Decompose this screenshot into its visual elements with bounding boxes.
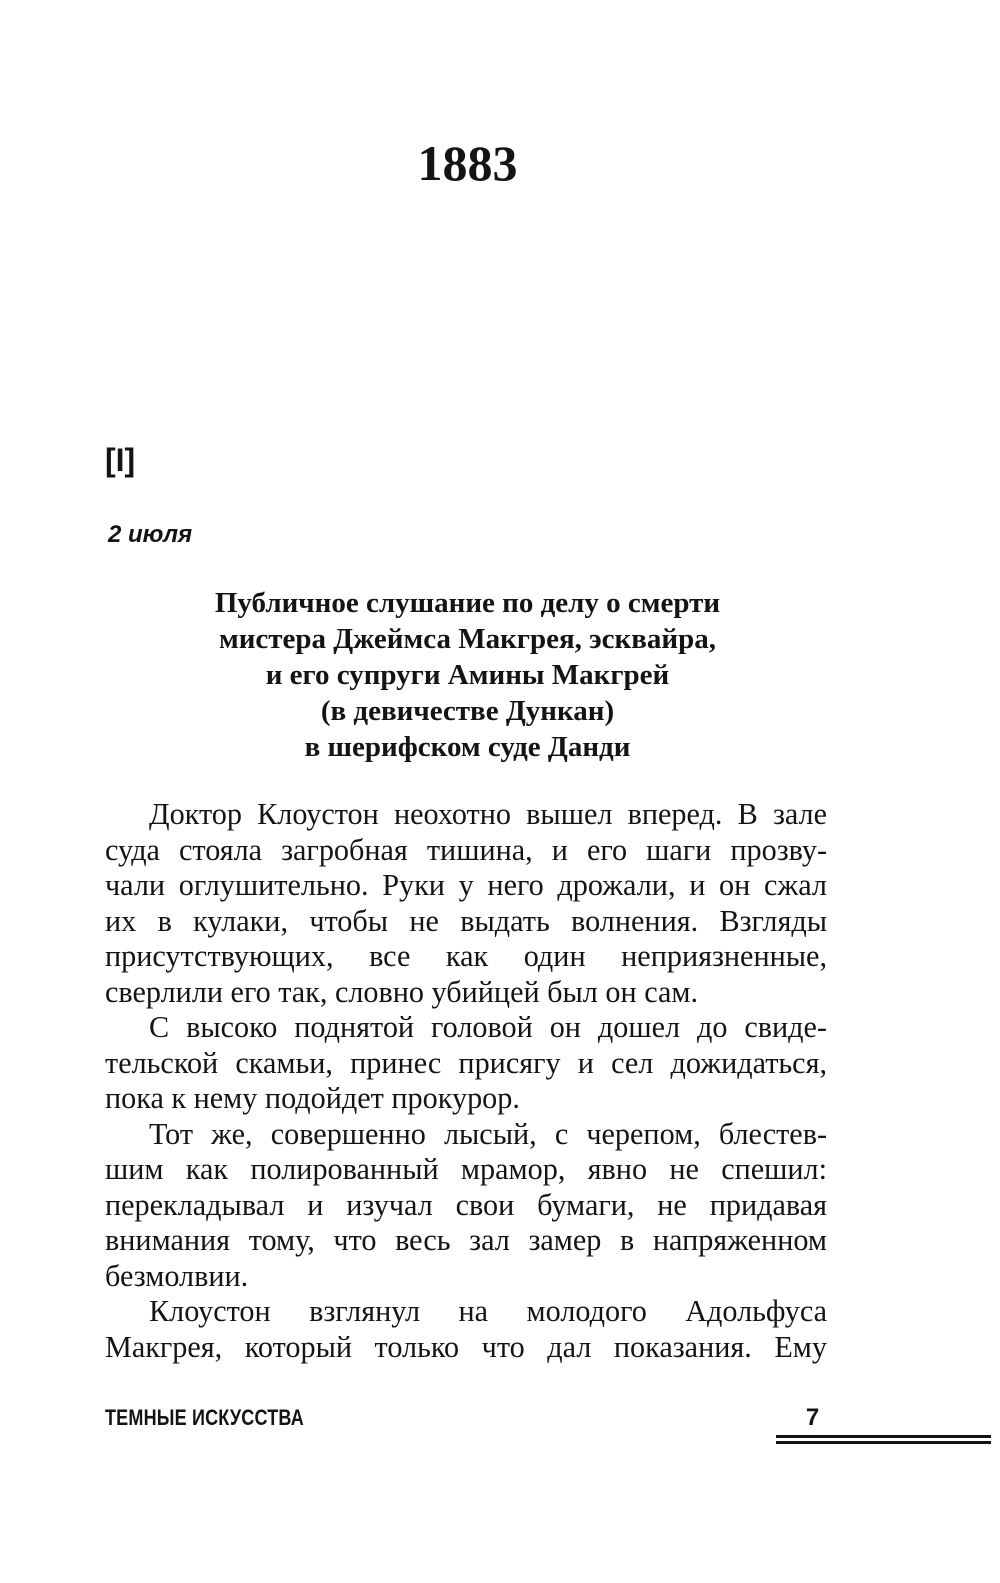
- heading-line: в шерифском суде Данди: [304, 731, 631, 763]
- footer-rule: [776, 1441, 991, 1444]
- text-line: Тот же, совершенно лысый, с черепом, блестев-: [149, 1116, 827, 1151]
- date-label: 2 июля: [108, 521, 193, 548]
- section-number: [I]: [105, 442, 136, 478]
- paragraph: [105, 797, 827, 1010]
- paragraph: [105, 1294, 827, 1365]
- text-line: тельской скамьи, принес присягу и сел дожидаться,: [105, 1045, 827, 1080]
- text-line: С высоко поднятой головой он дошел до свиде-: [149, 1010, 827, 1044]
- heading-line: (в девичестве Дункан): [320, 695, 615, 727]
- text-line: Клоустон взглянул на молодого Адольфуса: [149, 1294, 827, 1328]
- text-line: сверлили его так, словно убийцей был он сам.: [105, 974, 699, 1009]
- heading-line: Публичное слушание по делу о смерти: [214, 587, 721, 619]
- running-footer-title: ТЕМНЫЕ ИСКУССТВА: [105, 1405, 304, 1430]
- hearing-heading: [105, 585, 830, 765]
- paragraph: [105, 1117, 827, 1295]
- text-line: пока к нему подойдет прокурор.: [105, 1081, 520, 1115]
- text-line: безмолвии.: [105, 1258, 249, 1293]
- text-line: присутствующих, все как один неприязненные,: [105, 939, 827, 973]
- text-line: Макгрея, который только что дал показания. Ему: [105, 1329, 827, 1364]
- text-line: внимания тому, что весь зал замер в напряженном: [105, 1223, 827, 1257]
- text-line: суда стояла загробная тишина, и его шаги прозву-: [105, 832, 827, 867]
- chapter-year: 1883: [417, 135, 518, 191]
- text-line: их в кулаки, чтобы не выдать волнения. Взгляды: [105, 903, 827, 938]
- heading-line: и его супруги Амины Макгрей: [265, 659, 670, 691]
- paragraph: [105, 1010, 827, 1117]
- page-number: 7: [805, 1404, 820, 1431]
- text-line: Доктор Клоустон неохотно вышел вперед. В зале: [149, 797, 827, 831]
- heading-line: мистера Джеймса Макгрея, эсквайра,: [218, 623, 717, 655]
- text-line: шим как полированный мрамор, явно не спешил:: [105, 1152, 827, 1186]
- body-text: [105, 797, 827, 1365]
- text-line: чали оглушительно. Руки у него дрожали, и он сжал: [105, 868, 827, 902]
- footer-rule: [776, 1435, 991, 1438]
- text-line: перекладывал и изучал свои бумаги, не придавая: [105, 1187, 827, 1222]
